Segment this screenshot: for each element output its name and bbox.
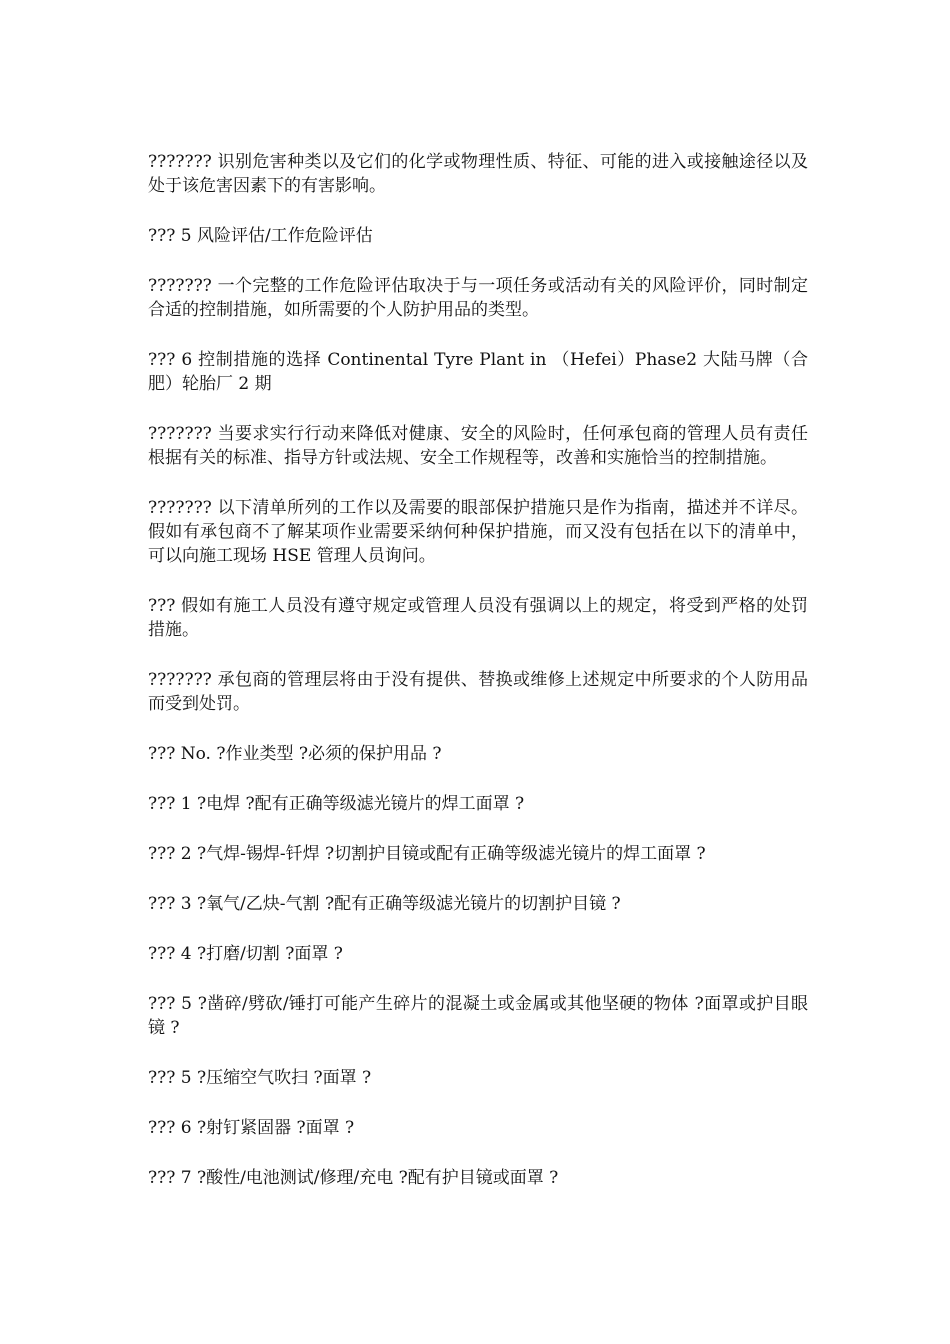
heading-risk-assessment: ??? 5 风险评估/工作危险评估: [148, 226, 373, 246]
list-item: ??? 2 ?气焊-锡焊-钎焊 ?切割护目镜或配有正确等级滤光镜片的焊工面罩 ?: [148, 844, 706, 864]
list-header: ??? No. ?作业类型 ?必须的保护用品 ?: [148, 744, 442, 764]
heading-control-measures: ??? 6 控制措施的选择 Continental Tyre Plant in （Hefei）Phase2 大陆马牌（合肥）轮胎厂 2 期: [148, 350, 808, 394]
document-page: [148, 150, 808, 1216]
paragraph-eye-protection-guide: ??????? 以下清单所列的工作以及需要的眼部保护措施只是作为指南，描述并不详尽。假如有承包商不了解某项作业需要采纳何种保护措施，而又没有包括在以下的清单中，可以向施工现场 HSE 管理人员询问。: [148, 498, 808, 566]
list-item: ??? 1 ?电焊 ?配有正确等级滤光镜片的焊工面罩 ?: [148, 794, 525, 814]
list-item: ??? 5 ?凿碎/劈砍/锤打可能产生碎片的混凝土或金属或其他坚硬的物体 ?面罩或护目眼镜 ?: [148, 994, 808, 1038]
paragraph-penalty-workers: ??? 假如有施工人员没有遵守规定或管理人员没有强调以上的规定，将受到严格的处罚措施。: [148, 596, 808, 640]
list-item: ??? 3 ?氧气/乙炔-气割 ?配有正确等级滤光镜片的切割护目镜 ?: [148, 894, 621, 914]
list-item: ??? 7 ?酸性/电池测试/修理/充电 ?配有护目镜或面罩 ?: [148, 1168, 559, 1188]
list-item: ??? 6 ?射钉紧固器 ?面罩 ?: [148, 1118, 355, 1138]
paragraph-hazard-identification: ??????? 识别危害种类以及它们的化学或物理性质、特征、可能的进入或接触途径以及处于该危害因素下的有害影响。: [148, 152, 808, 196]
list-item: ??? 5 ?压缩空气吹扫 ?面罩 ?: [148, 1068, 372, 1088]
paragraph-control-responsibility: ??????? 当要求实行行动来降低对健康、安全的风险时，任何承包商的管理人员有责任根据有关的标准、指导方针或法规、安全工作规程等，改善和实施恰当的控制措施。: [148, 424, 808, 468]
paragraph-penalty-management: ??????? 承包商的管理层将由于没有提供、替换或维修上述规定中所要求的个人防用品而受到处罚。: [148, 670, 808, 714]
list-item: ??? 4 ?打磨/切割 ?面罩 ?: [148, 944, 343, 964]
paragraph-risk-assessment: ??????? 一个完整的工作危险评估取决于与一项任务或活动有关的风险评价，同时制定合适的控制措施，如所需要的个人防护用品的类型。: [148, 276, 808, 320]
